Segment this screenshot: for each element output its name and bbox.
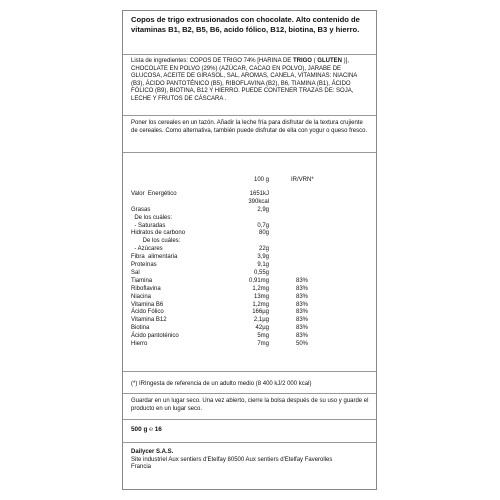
company-country: Francia bbox=[131, 464, 152, 470]
nutrient-label: Ácido pantoténico bbox=[131, 333, 179, 340]
nutrient-label: Riboflavina bbox=[131, 285, 161, 292]
nutrition-row bbox=[131, 207, 371, 215]
nutrition-row bbox=[131, 230, 371, 238]
nutrient-label: - Saturadas bbox=[131, 222, 166, 229]
nutrient-label: De los cuáles: bbox=[131, 238, 181, 245]
nutrient-label: Niacina bbox=[131, 293, 152, 300]
nutrient-pct: 83% bbox=[296, 301, 309, 308]
nutrient-value: 22g bbox=[258, 246, 269, 253]
nutrient-value: 2,9g bbox=[257, 206, 269, 213]
nutrient-pct: 83% bbox=[296, 285, 309, 292]
nutrition-row bbox=[131, 254, 371, 262]
nutrient-label: - Azúcares bbox=[131, 246, 163, 253]
nutrition-row bbox=[131, 286, 371, 294]
nutrient-label: Hidratos de carbono bbox=[131, 230, 186, 237]
nutrient-pct: 83% bbox=[296, 325, 309, 332]
divider bbox=[123, 419, 376, 420]
nutrient-value: 3,9g bbox=[257, 254, 269, 261]
nutrition-header-pct: IR/VRN* bbox=[291, 177, 314, 183]
allergen-gluten: GLUTEN bbox=[317, 58, 342, 64]
nutrient-label: Proteínas bbox=[131, 262, 157, 268]
nutrient-value: 1,2mg bbox=[252, 285, 269, 292]
weight-count: 16 bbox=[154, 426, 162, 433]
nutrient-label: Tiamina bbox=[131, 277, 153, 284]
divider bbox=[123, 54, 376, 55]
nutrition-row bbox=[131, 223, 371, 231]
nutrition-row bbox=[131, 246, 371, 254]
nutrient-label: Grasas bbox=[131, 206, 151, 213]
divider bbox=[123, 115, 376, 116]
nutrient-label: Vitamina B6 bbox=[131, 301, 164, 308]
nutrient-value: 1651kJ bbox=[249, 190, 269, 197]
nutrition-row bbox=[131, 309, 371, 317]
nutrition-row bbox=[131, 325, 371, 333]
allergen-trigo: TRIGO bbox=[292, 58, 312, 64]
nutrient-value: 13mg bbox=[253, 293, 269, 300]
divider bbox=[123, 442, 376, 443]
company-address: Site industriel Aux sentiers d'Etelfay 80500 Aux sentiers d'Etelfay Faverolles bbox=[131, 456, 333, 463]
nutrient-value: 0,91mg bbox=[248, 277, 269, 284]
ingredients-list bbox=[131, 58, 371, 103]
nutrient-pct: 83% bbox=[296, 309, 309, 316]
divider bbox=[123, 152, 376, 153]
nutrient-pct: 83% bbox=[296, 277, 309, 284]
nutrition-row bbox=[131, 341, 371, 349]
nutrient-value: 9,1g bbox=[257, 262, 269, 268]
nutrition-row bbox=[131, 278, 371, 286]
divider bbox=[123, 371, 376, 372]
nutrient-label: Hierro bbox=[131, 341, 148, 347]
ingredients-text: ( bbox=[311, 58, 318, 64]
nutrient-label: Vitamina B12 bbox=[131, 317, 167, 324]
company-info bbox=[131, 449, 371, 472]
ingredients-text: Lista de ingredientes: COPOS DE TRIGO 74% [HARINA DE bbox=[131, 58, 293, 64]
nutrition-row bbox=[131, 294, 371, 302]
nutrition-row bbox=[131, 317, 371, 325]
nutrient-value: 5mg bbox=[257, 333, 269, 340]
nutrition-header-value: 100 g bbox=[253, 177, 269, 183]
nutrient-label: Fibra alimentaria bbox=[131, 254, 178, 261]
nutrient-value: 166µg bbox=[252, 309, 269, 316]
product-title: Copos de trigo extrusionados con chocolate. Alto contenido de vitaminas B1, B2, B5, B6, acido fólico, B12, biotina, B3 y hierro. bbox=[131, 15, 360, 34]
nutrient-pct: 83% bbox=[296, 333, 309, 340]
company-name: Dailycer S.A.S. bbox=[131, 449, 174, 455]
nutrient-value: 42µg bbox=[255, 325, 269, 332]
nutrition-row bbox=[131, 215, 371, 223]
nutrient-value: 0,7g bbox=[257, 222, 269, 229]
nutrition-row bbox=[131, 270, 371, 278]
nutrient-value: 80g bbox=[258, 230, 269, 237]
preparation-instructions: Poner los cereales en un tazón. Añadir la leche fría para disfrutar de la textura crujiente de cereales. Como alternativa, también puede disfrutar de ella con yogur o queso fresco. bbox=[131, 120, 368, 134]
product-label-panel bbox=[122, 10, 377, 490]
nutrient-label: Valor Energético bbox=[131, 190, 177, 197]
storage-instructions: Guardar en un lugar seco. Una vez abierto, cierre la bolsa después de su uso y guarde el producto en un lugar seco. bbox=[131, 398, 369, 412]
nutrition-row bbox=[131, 333, 371, 341]
nutrition-row bbox=[131, 262, 371, 270]
nutrition-row bbox=[131, 191, 371, 199]
nutrition-row bbox=[131, 183, 371, 191]
nutrient-value: 1,2mg bbox=[252, 301, 269, 308]
nutrient-pct: 83% bbox=[296, 293, 309, 300]
nutrient-pct: 50% bbox=[296, 341, 309, 347]
nutrient-value: 2,1µg bbox=[253, 317, 269, 324]
nutrient-value: 390kcal bbox=[248, 198, 269, 205]
net-weight bbox=[131, 426, 371, 433]
nutrient-label: Biotina bbox=[131, 325, 150, 332]
estimated-sign-icon: ℮ bbox=[149, 426, 153, 433]
nutrient-label: Sal bbox=[131, 269, 140, 276]
divider bbox=[123, 393, 376, 394]
nutrition-row bbox=[131, 199, 371, 207]
nutrient-pct: 83% bbox=[296, 317, 309, 324]
nutrient-label: De los cuáles: bbox=[131, 214, 173, 221]
ingredients-text: )], CHOCOLATE EN POLVO (29%) (AZÚCAR, CACAO EN POLVO), JARABE DE GLUCOSA, ACEITE DE GIRASOL, SAL, AROMAS, CANELA, VITAMINAS: NIACINA (B3), ÁCIDO PANTOTÉNICO (B5), RIBOFLAVINA (B2), B6, TIAMINA (B1), ÁCIDO FÓLICO (B9), BIOTINA, B12 Y HIERRO. PUEDE CONTENER TRAZAS DE: SOJA, LECHE Y FRUTOS DE CÁSCARA . bbox=[131, 58, 357, 102]
nutrition-row bbox=[131, 238, 371, 246]
reference-intake-note: (*) IRIngesta de referencia de un adulto medio (8 400 kJ/2 000 kcal) bbox=[131, 381, 312, 387]
weight-amount: 500 g bbox=[131, 426, 148, 433]
nutrient-value: 7mg bbox=[257, 341, 269, 347]
nutrient-value: 0,55g bbox=[253, 269, 269, 276]
nutrition-row bbox=[131, 302, 371, 310]
nutrient-label: Ácido Fólico bbox=[131, 309, 164, 316]
